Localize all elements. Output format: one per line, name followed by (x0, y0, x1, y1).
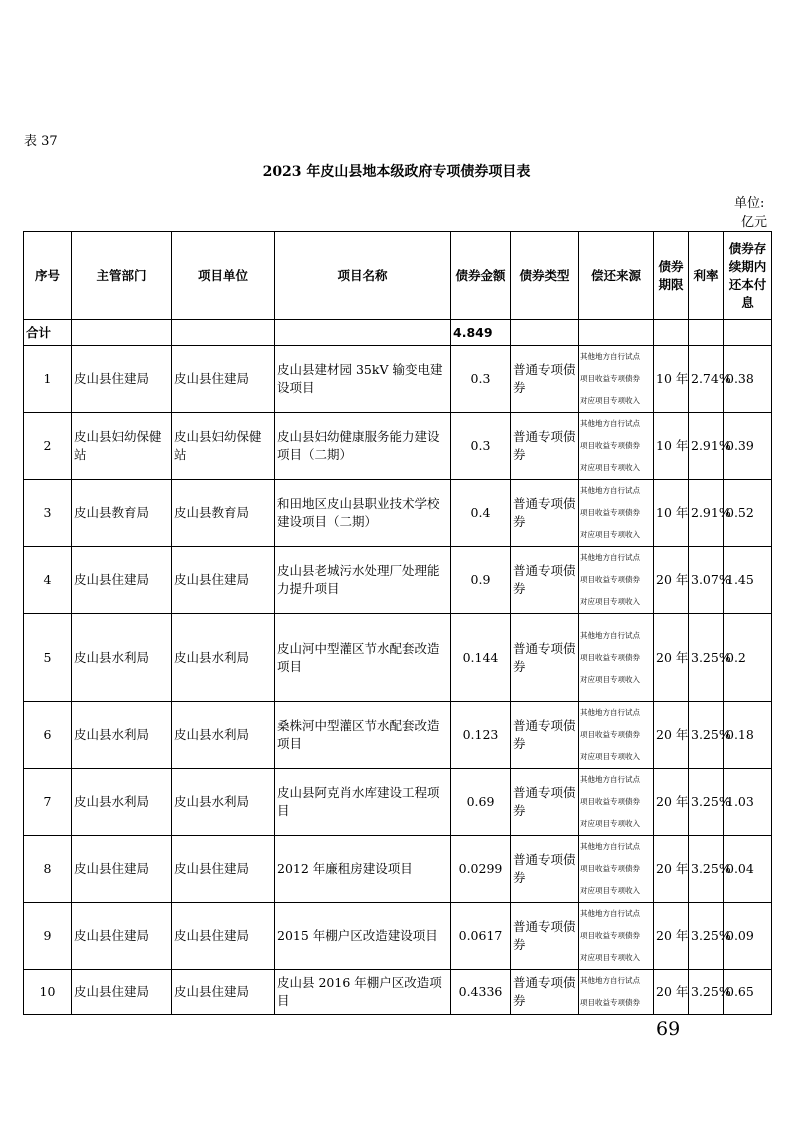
row-bond-amount: 0.4 (451, 480, 511, 547)
row-project-name: 皮山县阿克肖水库建设工程项目 (275, 769, 451, 836)
repayment-source-line: 对应项目专项收入 (580, 819, 640, 828)
total-cell-empty (275, 320, 451, 346)
table-row (24, 903, 772, 970)
row-repayment-source (579, 970, 654, 1015)
repayment-source-line: 对应项目专项收入 (580, 463, 640, 472)
row-bond-term: 20 年 (654, 702, 689, 769)
row-interest-payment: 0.18 (724, 702, 772, 769)
row-project-unit: 皮山县妇幼保健站 (172, 413, 275, 480)
row-repayment-source (579, 547, 654, 614)
row-project-name: 皮山河中型灌区节水配套改造项目 (275, 614, 451, 702)
header-interest-rate: 利率 (689, 232, 724, 320)
row-interest-rate: 2.91% (689, 480, 724, 547)
row-department: 皮山县住建局 (72, 836, 172, 903)
row-bond-type: 普通专项债券 (511, 836, 579, 903)
header-project-name: 项目名称 (275, 232, 451, 320)
row-department: 皮山县水利局 (72, 769, 172, 836)
row-project-unit: 皮山县住建局 (172, 547, 275, 614)
row-bond-amount: 0.144 (451, 614, 511, 702)
table-row (24, 970, 772, 1015)
page-number: 69 (656, 1018, 681, 1040)
table-header-row (24, 232, 772, 320)
row-interest-payment: 0.65 (724, 970, 772, 1015)
row-repayment-source (579, 413, 654, 480)
row-bond-term: 20 年 (654, 903, 689, 970)
row-bond-type: 普通专项债券 (511, 702, 579, 769)
unit-label: 单位: (734, 196, 765, 211)
row-seq: 10 (24, 970, 72, 1015)
repayment-source-line: 对应项目专项收入 (580, 674, 640, 684)
repayment-source-line: 对应项目专项收入 (580, 597, 640, 606)
row-bond-amount: 0.123 (451, 702, 511, 769)
repayment-source-line: 其他地方自行试点 (580, 419, 640, 428)
row-bond-amount: 0.0617 (451, 903, 511, 970)
total-row (24, 320, 772, 346)
row-repayment-source (579, 702, 654, 769)
row-interest-payment: 0.52 (724, 480, 772, 547)
row-seq: 3 (24, 480, 72, 547)
total-amount: 4.849 (451, 320, 511, 346)
header-term-line: 债券 (658, 258, 684, 274)
row-bond-term: 20 年 (654, 970, 689, 1015)
row-department: 皮山县住建局 (72, 346, 172, 413)
row-repayment-source (579, 769, 654, 836)
row-interest-rate: 3.25% (689, 702, 724, 769)
row-interest-payment: 1.45 (724, 547, 772, 614)
total-label: 合计 (24, 320, 72, 346)
row-bond-amount: 0.4336 (451, 970, 511, 1015)
row-bond-type: 普通专项债券 (511, 769, 579, 836)
repayment-source-line: 其他地方自行试点 (580, 775, 640, 784)
row-interest-payment: 0.2 (724, 614, 772, 702)
row-repayment-source (579, 346, 654, 413)
header-bond-amount: 债券金额 (451, 232, 511, 320)
header-seq: 序号 (24, 232, 72, 320)
row-bond-type: 普通专项债券 (511, 970, 579, 1015)
row-project-unit: 皮山县住建局 (172, 903, 275, 970)
row-project-name: 皮山县建材园 35kV 输变电建设项目 (275, 346, 451, 413)
row-interest-rate: 3.07% (689, 547, 724, 614)
row-bond-term: 10 年 (654, 480, 689, 547)
row-project-name: 皮山县老城污水处理厂处理能力提升项目 (275, 547, 451, 614)
repayment-source-line: 其他地方自行试点 (580, 352, 640, 361)
repayment-source-line: 项目收益专项债券 (580, 441, 640, 450)
row-bond-term: 10 年 (654, 346, 689, 413)
repayment-source-line: 其他地方自行试点 (580, 909, 640, 918)
table-row (24, 836, 772, 903)
row-bond-type: 普通专项债券 (511, 480, 579, 547)
row-project-unit: 皮山县水利局 (172, 702, 275, 769)
row-bond-amount: 0.0299 (451, 836, 511, 903)
row-bond-type: 普通专项债券 (511, 614, 579, 702)
row-bond-type: 普通专项债券 (511, 346, 579, 413)
row-department: 皮山县妇幼保健站 (72, 413, 172, 480)
row-repayment-source (579, 836, 654, 903)
row-bond-term: 10 年 (654, 413, 689, 480)
header-bond-term (654, 232, 689, 320)
repayment-source-line: 对应项目专项收入 (580, 396, 640, 405)
row-interest-rate: 3.25% (689, 614, 724, 702)
row-project-name: 2015 年棚户区改造建设项目 (275, 903, 451, 970)
repayment-source-line: 项目收益专项债券 (580, 374, 640, 383)
special-bond-project-table (23, 231, 772, 1015)
repayment-source-line: 其他地方自行试点 (580, 708, 640, 717)
row-project-unit: 皮山县水利局 (172, 614, 275, 702)
table-row (24, 614, 772, 702)
header-department: 主管部门 (72, 232, 172, 320)
row-interest-rate: 3.25% (689, 769, 724, 836)
row-seq: 6 (24, 702, 72, 769)
repayment-source-line: 项目收益专项债券 (580, 652, 640, 662)
header-interest-line: 债券存 (728, 240, 767, 256)
total-cell-empty (72, 320, 172, 346)
row-bond-type: 普通专项债券 (511, 903, 579, 970)
row-bond-term: 20 年 (654, 547, 689, 614)
total-cell-empty (579, 320, 654, 346)
repayment-source-line: 项目收益专项债券 (580, 730, 640, 739)
repayment-source-line: 对应项目专项收入 (580, 752, 640, 761)
row-repayment-source (579, 614, 654, 702)
table-row (24, 547, 772, 614)
row-interest-rate: 2.74% (689, 346, 724, 413)
row-repayment-source (579, 903, 654, 970)
row-bond-term: 20 年 (654, 614, 689, 702)
repayment-source-line: 对应项目专项收入 (580, 953, 640, 962)
header-term-line: 期限 (658, 276, 684, 292)
row-interest-rate: 3.25% (689, 970, 724, 1015)
header-bond-type: 债券类型 (511, 232, 579, 320)
row-project-name: 2012 年廉租房建设项目 (275, 836, 451, 903)
row-interest-rate: 3.25% (689, 836, 724, 903)
table-row (24, 702, 772, 769)
total-cell-empty (689, 320, 724, 346)
row-department: 皮山县教育局 (72, 480, 172, 547)
row-seq: 2 (24, 413, 72, 480)
repayment-source-line: 项目收益专项债券 (580, 931, 640, 940)
header-interest-line: 还本付 (728, 276, 767, 292)
row-seq: 7 (24, 769, 72, 836)
header-repayment-source: 偿还来源 (579, 232, 654, 320)
row-bond-type: 普通专项债券 (511, 547, 579, 614)
row-department: 皮山县水利局 (72, 702, 172, 769)
table-row (24, 413, 772, 480)
row-project-unit: 皮山县住建局 (172, 970, 275, 1015)
row-interest-payment: 0.09 (724, 903, 772, 970)
row-bond-amount: 0.69 (451, 769, 511, 836)
repayment-source-line: 其他地方自行试点 (580, 976, 640, 985)
row-project-name: 皮山县 2016 年棚户区改造项目 (275, 970, 451, 1015)
row-department: 皮山县住建局 (72, 970, 172, 1015)
row-project-name: 皮山县妇幼健康服务能力建设项目（二期） (275, 413, 451, 480)
repayment-source-line: 项目收益专项债券 (580, 864, 640, 873)
unit-value: 亿元 (741, 215, 768, 230)
repayment-source-line: 其他地方自行试点 (580, 486, 640, 495)
row-department: 皮山县水利局 (72, 614, 172, 702)
row-seq: 4 (24, 547, 72, 614)
row-bond-amount: 0.3 (451, 346, 511, 413)
row-bond-amount: 0.9 (451, 547, 511, 614)
row-department: 皮山县住建局 (72, 547, 172, 614)
row-interest-rate: 2.91% (689, 413, 724, 480)
row-project-unit: 皮山县水利局 (172, 769, 275, 836)
row-seq: 9 (24, 903, 72, 970)
repayment-source-line: 项目收益专项债券 (580, 508, 640, 517)
table-row (24, 769, 772, 836)
header-interest-payment (724, 232, 772, 320)
row-repayment-source (579, 480, 654, 547)
table-row (24, 346, 772, 413)
header-interest-line: 息 (741, 294, 754, 310)
repayment-source-line: 对应项目专项收入 (580, 886, 640, 895)
row-interest-payment: 0.38 (724, 346, 772, 413)
row-interest-payment: 0.39 (724, 413, 772, 480)
repayment-source-line: 项目收益专项债券 (580, 575, 640, 584)
row-project-name: 桑株河中型灌区节水配套改造项目 (275, 702, 451, 769)
row-bond-type: 普通专项债券 (511, 413, 579, 480)
table-number-label: 表 37 (24, 134, 58, 149)
header-project-unit: 项目单位 (172, 232, 275, 320)
repayment-source-line: 其他地方自行试点 (580, 630, 640, 640)
total-cell-empty (724, 320, 772, 346)
row-seq: 1 (24, 346, 72, 413)
row-project-name: 和田地区皮山县职业技术学校建设项目（二期） (275, 480, 451, 547)
total-cell-empty (654, 320, 689, 346)
row-bond-term: 20 年 (654, 769, 689, 836)
document-title: 2023 年皮山县地本级政府专项债券项目表 (262, 164, 531, 180)
table-row (24, 480, 772, 547)
row-bond-term: 20 年 (654, 836, 689, 903)
repayment-source-line: 其他地方自行试点 (580, 553, 640, 562)
row-project-unit: 皮山县住建局 (172, 346, 275, 413)
row-project-unit: 皮山县教育局 (172, 480, 275, 547)
total-cell-empty (511, 320, 579, 346)
row-seq: 8 (24, 836, 72, 903)
row-interest-payment: 0.04 (724, 836, 772, 903)
row-interest-payment: 1.03 (724, 769, 772, 836)
repayment-source-line: 项目收益专项债券 (580, 797, 640, 806)
row-seq: 5 (24, 614, 72, 702)
header-interest-line: 续期内 (728, 258, 767, 274)
repayment-source-line: 对应项目专项收入 (580, 530, 640, 539)
total-cell-empty (172, 320, 275, 346)
row-bond-amount: 0.3 (451, 413, 511, 480)
repayment-source-line: 其他地方自行试点 (580, 842, 640, 851)
row-department: 皮山县住建局 (72, 903, 172, 970)
row-interest-rate: 3.25% (689, 903, 724, 970)
row-project-unit: 皮山县住建局 (172, 836, 275, 903)
repayment-source-line: 项目收益专项债券 (580, 998, 640, 1007)
